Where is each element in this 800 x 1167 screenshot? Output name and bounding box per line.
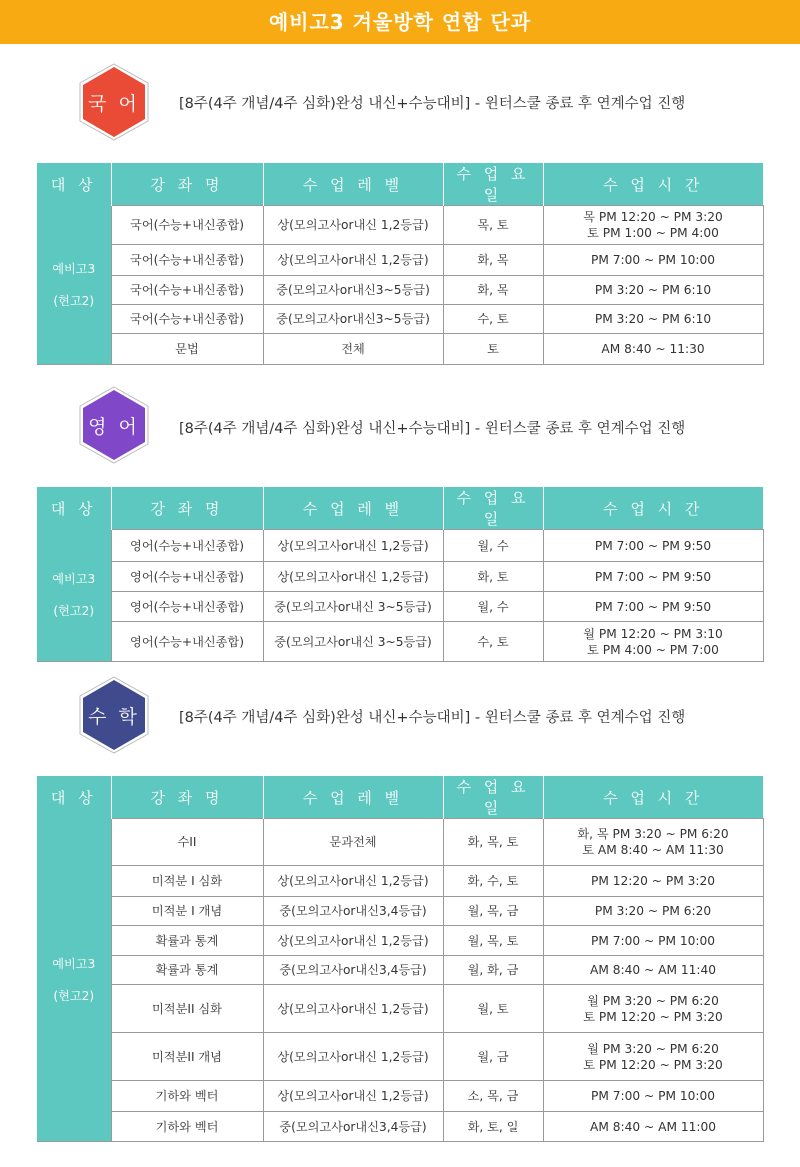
column-header: 강 좌 명 [111, 163, 263, 206]
time-cell [543, 562, 763, 592]
time-line: 토 AM 8:40 ~ AM 11:30 [582, 843, 724, 857]
time-line: 토 PM 12:20 ~ PM 3:20 [583, 1009, 723, 1024]
target-line: (현고2) [53, 604, 95, 619]
math-subject-badge [79, 676, 149, 754]
table-row [37, 926, 763, 956]
table-row [37, 897, 763, 926]
course-name-cell: 영어(수능+내신종합) [111, 530, 263, 562]
time-line: PM 3:20 ~ PM 6:10 [594, 312, 712, 326]
table-row [37, 819, 763, 866]
page-title: 예비고3 겨울방학 연합 단과 [268, 10, 532, 34]
table-row [37, 956, 763, 985]
days-cell: 화, 수, 토 [443, 866, 543, 897]
days-cell: 월, 수 [443, 592, 543, 622]
time-line: AM 8:40 ~ AM 11:40 [590, 963, 716, 977]
target-cell [37, 206, 111, 365]
days-cell: 수, 토 [443, 305, 543, 334]
days-cell: 월, 목, 토 [443, 926, 543, 956]
level-cell: 중(모의고사or내신3,4등급) [263, 956, 443, 985]
days-cell: 월, 수 [443, 530, 543, 562]
column-header: 수 업 시 간 [543, 487, 763, 530]
days-cell: 월, 금 [443, 1033, 543, 1081]
column-header: 수 업 요 일 [443, 163, 543, 206]
table-header-row [37, 487, 763, 530]
korean-subject-label: 국 어 [88, 92, 140, 115]
math-course-table [37, 776, 764, 1142]
days-cell: 화, 목 [443, 276, 543, 305]
target-line: (현고2) [53, 293, 95, 308]
course-name-cell: 확률과 통계 [111, 956, 263, 985]
column-header: 강 좌 명 [111, 487, 263, 530]
time-cell [543, 956, 763, 985]
time-cell [543, 1033, 763, 1081]
course-name-cell: 영어(수능+내신종합) [111, 592, 263, 622]
time-cell [543, 206, 763, 245]
time-cell [543, 530, 763, 562]
level-cell: 중(모의고사or내신 3~5등급) [263, 592, 443, 622]
time-line: 토 PM 4:00 ~ PM 7:00 [587, 642, 719, 657]
time-cell [543, 897, 763, 926]
time-cell [543, 926, 763, 956]
english-subject-badge [79, 386, 149, 464]
days-cell: 토 [443, 334, 543, 365]
course-name-cell: 문법 [111, 334, 263, 365]
time-cell [543, 1112, 763, 1142]
days-cell: 소, 목, 금 [443, 1081, 543, 1112]
course-name-cell: 영어(수능+내신종합) [111, 622, 263, 662]
level-cell: 상(모의고사or내신 1,2등급) [263, 1081, 443, 1112]
table-row [37, 866, 763, 897]
days-cell: 목, 토 [443, 206, 543, 245]
math-subject-label: 수 학 [88, 705, 140, 728]
days-cell: 화, 토, 일 [443, 1112, 543, 1142]
english-subject-label: 영 어 [88, 415, 140, 438]
time-line: PM 7:00 ~ PM 9:50 [594, 569, 712, 584]
level-cell: 전체 [263, 334, 443, 365]
target-line: 예비고3 [52, 261, 96, 276]
course-name-cell: 국어(수능+내신종합) [111, 245, 263, 276]
column-header: 수 업 시 간 [543, 163, 763, 206]
time-line: AM 8:40 ~ 11:30 [601, 342, 705, 356]
level-cell: 상(모의고사or내신 1,2등급) [263, 245, 443, 276]
time-line: PM 7:00 ~ PM 9:50 [594, 599, 712, 614]
level-cell: 중(모의고사or내신3~5등급) [263, 305, 443, 334]
table-row [37, 562, 763, 592]
level-cell: 상(모의고사or내신 1,2등급) [263, 985, 443, 1033]
level-cell: 상(모의고사or내신 1,2등급) [263, 926, 443, 956]
time-line: PM 3:20 ~ PM 6:20 [594, 904, 712, 918]
time-line: 월 PM 3:20 ~ PM 6:20 [587, 993, 719, 1008]
table-header-row [37, 163, 763, 206]
column-header: 수 업 요 일 [443, 776, 543, 819]
course-name-cell: 미적분II 개념 [111, 1033, 263, 1081]
target-line: 예비고3 [52, 572, 96, 587]
time-line: 목 PM 12:20 ~ PM 3:20 [583, 210, 723, 224]
table-row [37, 1081, 763, 1112]
time-cell [543, 276, 763, 305]
course-name-cell: 기하와 벡터 [111, 1112, 263, 1142]
days-cell: 월, 목, 금 [443, 897, 543, 926]
time-line: AM 8:40 ~ AM 11:00 [590, 1119, 716, 1134]
time-line: 월 PM 3:20 ~ PM 6:20 [587, 1041, 719, 1056]
time-line: PM 7:00 ~ PM 9:50 [594, 538, 712, 553]
time-cell [543, 1081, 763, 1112]
level-cell: 상(모의고사or내신 1,2등급) [263, 1033, 443, 1081]
target-cell [37, 530, 111, 662]
time-line: 토 PM 12:20 ~ PM 3:20 [583, 1057, 723, 1072]
time-cell [543, 305, 763, 334]
time-line: 화, 목 PM 3:20 ~ PM 6:20 [577, 827, 729, 841]
course-name-cell: 국어(수능+내신종합) [111, 305, 263, 334]
table-row [37, 334, 763, 365]
level-cell: 상(모의고사or내신 1,2등급) [263, 206, 443, 245]
english-description: [8주(4주 개념/4주 심화)완성 내신+수능대비] - 윈터스쿨 종료 후 연계수업 진행 [179, 421, 686, 437]
level-cell: 중(모의고사or내신3,4등급) [263, 1112, 443, 1142]
time-cell [543, 245, 763, 276]
days-cell: 월, 화, 금 [443, 956, 543, 985]
column-header: 강 좌 명 [111, 776, 263, 819]
days-cell: 화, 토 [443, 562, 543, 592]
table-row [37, 985, 763, 1033]
korean-subject-badge [79, 63, 149, 141]
time-line: 월 PM 12:20 ~ PM 3:10 [583, 626, 723, 641]
time-cell [543, 985, 763, 1033]
english-course-table [37, 487, 764, 662]
time-line: PM 7:00 ~ PM 10:00 [591, 933, 715, 948]
level-cell: 중(모의고사or내신 3~5등급) [263, 622, 443, 662]
table-row [37, 1033, 763, 1081]
column-header: 대 상 [37, 487, 111, 530]
days-cell: 월, 토 [443, 985, 543, 1033]
time-cell [543, 334, 763, 365]
column-header: 대 상 [37, 776, 111, 819]
column-header: 대 상 [37, 163, 111, 206]
level-cell: 문과전체 [263, 819, 443, 866]
days-cell: 화, 목, 토 [443, 819, 543, 866]
course-name-cell: 미적분II 심화 [111, 985, 263, 1033]
days-cell: 수, 토 [443, 622, 543, 662]
table-row [37, 592, 763, 622]
column-header: 수 업 요 일 [443, 487, 543, 530]
time-cell [543, 622, 763, 662]
course-name-cell: 미적분 I 개념 [111, 897, 263, 926]
target-line: 예비고3 [52, 956, 96, 971]
time-line: PM 12:20 ~ PM 3:20 [591, 874, 715, 888]
table-row [37, 305, 763, 334]
table-row [37, 622, 763, 662]
course-name-cell: 국어(수능+내신종합) [111, 276, 263, 305]
target-line: (현고2) [53, 988, 95, 1003]
course-name-cell: 확률과 통계 [111, 926, 263, 956]
math-description: [8주(4주 개념/4주 심화)완성 내신+수능대비] - 윈터스쿨 종료 후 연계수업 진행 [179, 710, 686, 726]
course-name-cell: 수II [111, 819, 263, 866]
level-cell: 상(모의고사or내신 1,2등급) [263, 866, 443, 897]
table-header-row [37, 776, 763, 819]
time-cell [543, 819, 763, 866]
korean-description: [8주(4주 개념/4주 심화)완성 내신+수능대비] - 윈터스쿨 종료 후 연계수업 진행 [179, 96, 686, 112]
table-row [37, 530, 763, 562]
time-line: PM 7:00 ~ PM 10:00 [591, 253, 715, 267]
time-cell [543, 866, 763, 897]
time-line: PM 7:00 ~ PM 10:00 [591, 1089, 715, 1103]
table-row [37, 276, 763, 305]
time-line: 토 PM 1:00 ~ PM 4:00 [587, 226, 719, 240]
page-title-banner [0, 0, 800, 44]
level-cell: 중(모의고사or내신3~5등급) [263, 276, 443, 305]
table-row [37, 1112, 763, 1142]
course-name-cell: 미적분 I 심화 [111, 866, 263, 897]
column-header: 수 업 레 벨 [263, 163, 443, 206]
course-name-cell: 기하와 벡터 [111, 1081, 263, 1112]
korean-course-table [37, 163, 764, 365]
level-cell: 상(모의고사or내신 1,2등급) [263, 562, 443, 592]
column-header: 수 업 시 간 [543, 776, 763, 819]
column-header: 수 업 레 벨 [263, 487, 443, 530]
table-row [37, 206, 763, 245]
time-cell [543, 592, 763, 622]
course-name-cell: 국어(수능+내신종합) [111, 206, 263, 245]
course-name-cell: 영어(수능+내신종합) [111, 562, 263, 592]
target-cell [37, 819, 111, 1142]
time-line: PM 3:20 ~ PM 6:10 [594, 283, 712, 297]
level-cell: 중(모의고사or내신3,4등급) [263, 897, 443, 926]
days-cell: 화, 목 [443, 245, 543, 276]
level-cell: 상(모의고사or내신 1,2등급) [263, 530, 443, 562]
column-header: 수 업 레 벨 [263, 776, 443, 819]
table-row [37, 245, 763, 276]
